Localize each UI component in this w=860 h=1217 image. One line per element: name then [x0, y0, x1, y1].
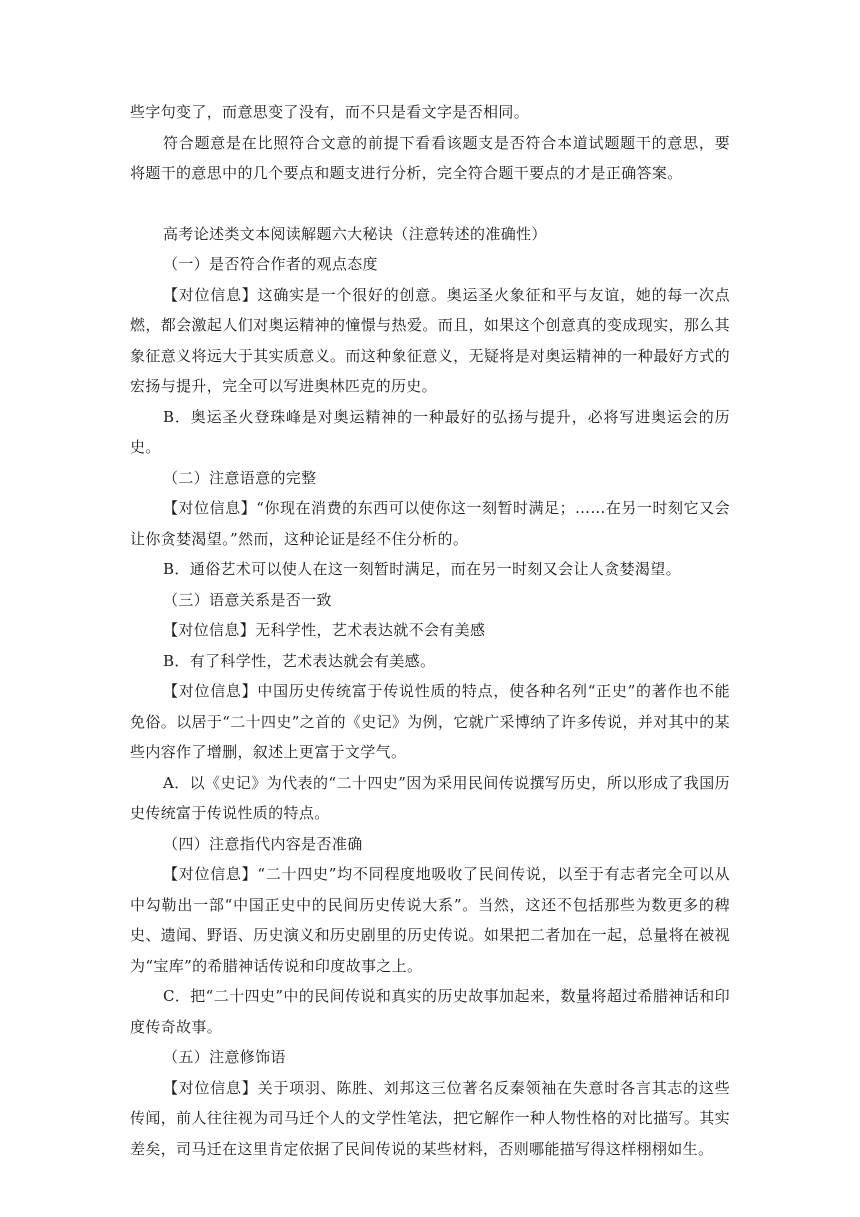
paragraph: 【对位信息】“二十四史”均不同程度地吸收了民间传说，以至于有志者完全可以从中勾勒出一部“中国正史中的民间历史传说大系”。当然，这还不包括那些为数更多的稗史、遗闻、野语、历史演义和历史剧里的历史传说。如果把二者加在一起，总量将在被视为“宝库”的希腊神话传说和印度故事之上。: [130, 865, 730, 975]
paragraph: 【对位信息】无科学性，艺术表达就不会有美感: [163, 621, 486, 639]
paragraph: （一）是否符合作者的观点态度: [163, 255, 378, 273]
paragraph: C．把“二十四史”中的民间传说和真实的历史故事加起来，数量将超过希腊神话和印度传奇故事。: [130, 987, 730, 1036]
paragraph: 【对位信息】“你现在消费的东西可以使你这一刻暂时满足；……在另一时刻它又会让你贪婪渴望。”然而，这种论证是经不住分析的。: [130, 499, 730, 548]
paragraph: （四）注意指代内容是否准确: [163, 834, 363, 853]
paragraph: 高考论述类文本阅读解题六大秘诀（注意转述的准确性）: [163, 224, 547, 243]
paragraph: B．奥运圣火登珠峰是对奥运精神的一种最好的弘扬与提升，必将写进奥运会的历史。: [130, 407, 730, 456]
paragraph-gap: [130, 189, 730, 219]
paragraph: A．以《史记》为代表的“二十四史”因为采用民间传说撰写历史，所以形成了我国历史传统富于传说性质的特点。: [130, 773, 730, 822]
paragraph: B．通俗艺术可以使人在这一刻暂时满足，而在另一时刻又会让人贪婪渴望。: [163, 560, 681, 578]
paragraph: （三）语意关系是否一致: [163, 590, 332, 609]
paragraph: 符合题意是在比照符合文意的前提下看看该题支是否符合本道试题题干的意思，要将题干的意思中的几个要点和题支进行分析，完全符合题干要点的才是正确答案。: [130, 133, 730, 182]
paragraph: 【对位信息】关于项羽、陈胜、刘邦这三位著名反秦领袖在失意时各言其志的这些传闻，前人往往视为司马迁个人的文学性笔法，把它解作一种人物性格的对比描写。其实差矣，司马迁在这里肯定依据了民间传说的某些材料，否则哪能描写得这样栩栩如生。: [130, 1078, 730, 1158]
paragraph: 些字句变了，而意思变了没有，而不只是看文字是否相同。: [130, 103, 530, 121]
paragraph: B．有了科学性，艺术表达就会有美感。: [163, 651, 436, 670]
paragraph: （五）注意修饰语: [163, 1048, 286, 1066]
paragraph: （二）注意语意的完整: [163, 468, 317, 487]
paragraph: 【对位信息】中国历史传统富于传说性质的特点，使各种名列“正史”的著作也不能免俗。以居于“二十四史”之首的《史记》为例，它就广采博纳了许多传说，并对其中的某些内容作了增删，叙述上更富于文学气。: [130, 682, 730, 761]
paragraph: 【对位信息】这确实是一个很好的创意。奥运圣火象征和平与友谊，她的每一次点燃，都会激起人们对奥运精神的憧憬与热爱。而且，如果这个创意真的变成现实，那么其象征意义将远大于其实质意义。而这种象征意义，无疑将是对奥运精神的一种最好方式的宏扬与提升，完全可以写进奥林匹克的历史。: [130, 285, 730, 395]
